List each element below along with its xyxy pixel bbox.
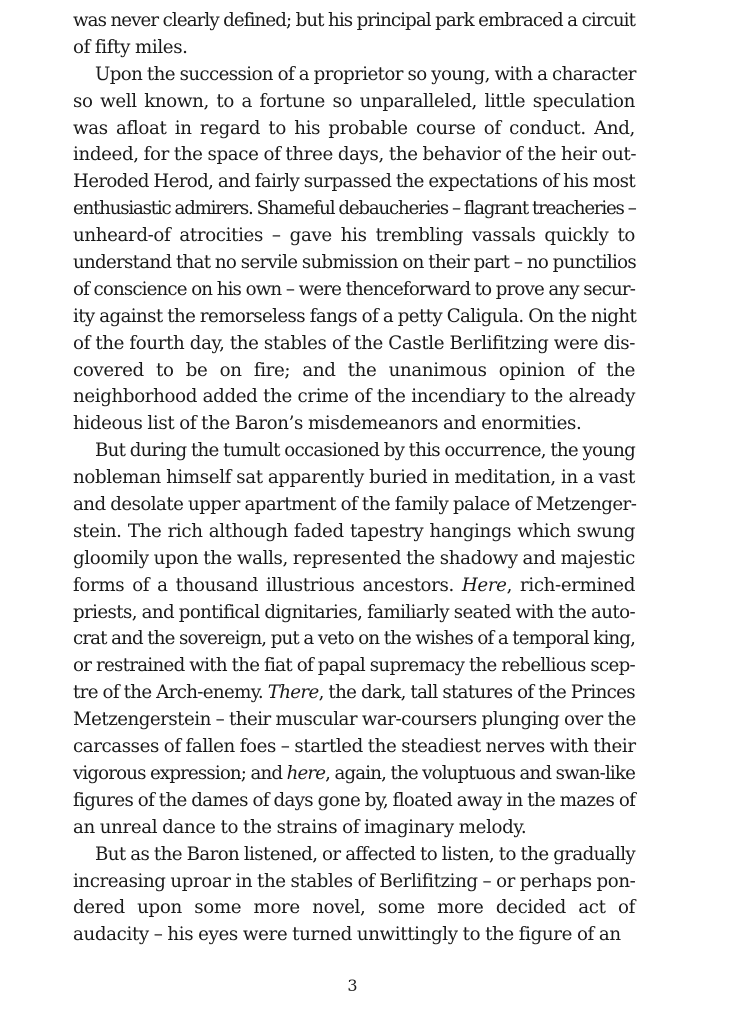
text-line: unheard-of atrocities – gave his trembling vassals quickly to — [73, 225, 635, 247]
text-line: Metzengerstein – their muscular war-coursers plunging over the — [73, 709, 636, 731]
paragraph — [73, 438, 635, 841]
text-line: of fifty miles. — [73, 36, 188, 58]
text-line: crat and the sovereign, put a veto on the wishes of a temporal king, — [73, 628, 635, 650]
text-line: carcasses of fallen foes – startled the steadiest nerves with their — [73, 736, 636, 758]
text-line: covered to be on fire; and the unanimous opinion of the — [73, 359, 635, 381]
text-line: nobleman himself sat apparently buried in meditation, in a vast — [73, 467, 635, 489]
text-line: indeed, for the space of three days, the behavior of the heir out- — [73, 144, 637, 166]
paragraph — [73, 842, 635, 950]
text-line: understand that no servile submission on their part – no punctilios — [73, 252, 636, 274]
text-line: gloomily upon the walls, represented the shadowy and majestic — [73, 547, 635, 569]
text-line: figures of the dames of days gone by, floated away in the mazes of — [73, 789, 636, 811]
text-line: vigorous expression; and here, again, the voluptuous and swan-like — [73, 762, 635, 784]
text-line: But as the Baron listened, or affected to listen, to the gradually — [95, 843, 636, 865]
text-line: ity against the remorseless fangs of a petty Caligula. On the night — [73, 305, 637, 327]
paragraph — [73, 8, 635, 62]
page-number: 3 — [347, 976, 358, 995]
text-line: audacity – his eyes were turned unwittingly to the figure of an — [73, 924, 621, 946]
italic-word: There — [267, 682, 319, 704]
text-line: tre of the Arch-enemy. There, the dark, tall statures of the Princes — [73, 682, 635, 704]
text-line: priests, and pontifical dignitaries, familiarly seated with the auto- — [73, 601, 635, 623]
text-line: of the fourth day, the stables of the Castle Berlifitzing were dis- — [73, 332, 635, 354]
text-line: enthusiastic admirers. Shameful debaucheries – flagrant treacheries – — [73, 198, 636, 220]
italic-word: Here — [461, 574, 507, 596]
text-line: But during the tumult occasioned by this occurrence, the young — [95, 440, 635, 462]
text-line: an unreal dance to the strains of imaginary melody. — [73, 816, 527, 838]
text-line: or restrained with the fiat of papal supremacy the rebellious scep- — [73, 655, 635, 677]
text-line: neighborhood added the crime of the incendiary to the already — [73, 386, 635, 408]
text-line: of conscience on his own – were thenceforward to prove any secur- — [73, 278, 635, 300]
text-line: was afloat in regard to his probable course of conduct. And, — [73, 117, 635, 139]
italic-word: here — [286, 762, 326, 784]
text-line: forms of a thousand illustrious ancestors. Here, rich-ermined — [73, 574, 636, 596]
text-line: Upon the succession of a proprietor so young, with a character — [95, 63, 636, 85]
page-body — [73, 8, 635, 949]
text-line: dered upon some more novel, some more decided act of — [73, 897, 635, 919]
text-line: so well known, to a fortune so unparalleled, little speculation — [73, 90, 635, 112]
text-line: was never clearly defined; but his principal park embraced a circuit — [73, 10, 635, 31]
text-line: hideous list of the Baron’s misdemeanors and enormities. — [73, 413, 582, 435]
text-line: Heroded Herod, and fairly surpassed the expectations of his most — [73, 171, 635, 193]
paragraph — [73, 62, 635, 438]
text-line: increasing uproar in the stables of Berlifitzing – or perhaps pon- — [73, 870, 636, 892]
text-line: stein. The rich although faded tapestry hangings which swung — [73, 520, 635, 542]
text-line: and desolate upper apartment of the family palace of Metzenger- — [73, 494, 637, 516]
